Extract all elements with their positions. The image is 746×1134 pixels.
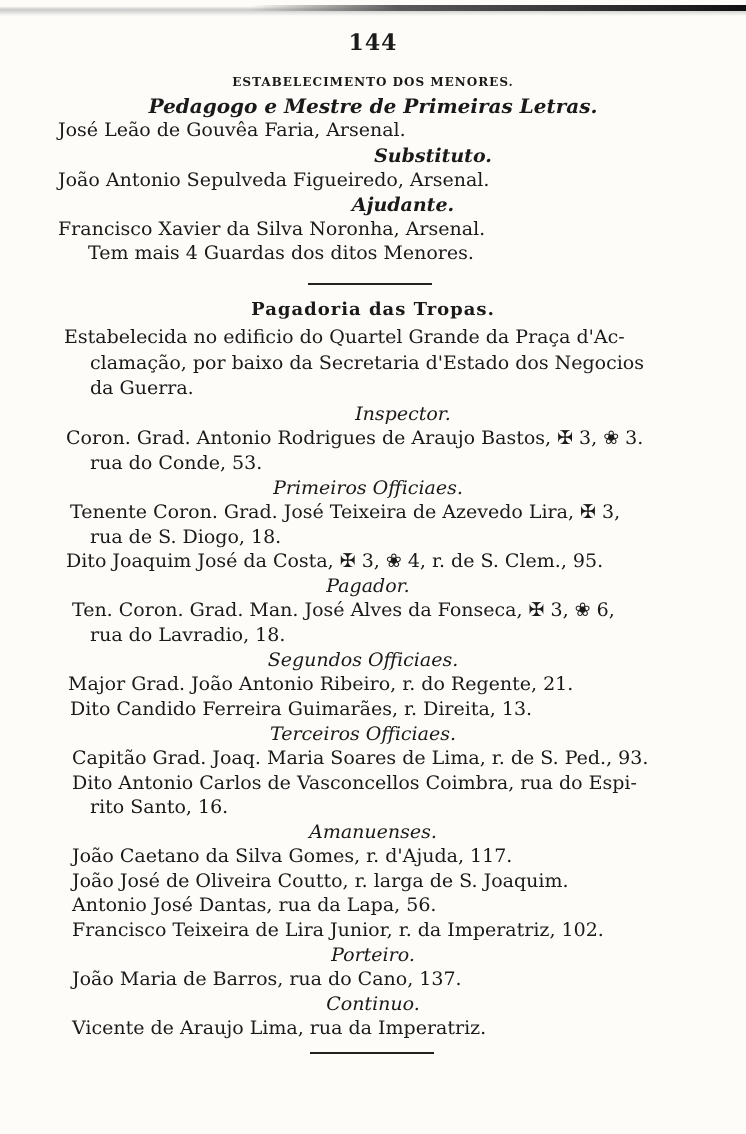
entry-line: Tenente Coron. Grad. José Teixeira de Azevedo Lira, ✠ 3, — [70, 501, 621, 523]
title-pagador: Pagador. — [326, 575, 410, 597]
title-substituto: Substituto. — [374, 145, 492, 167]
entry-line: João Antonio Sepulveda Figueiredo, Arsenal. — [58, 169, 490, 191]
entry-line: Major Grad. João Antonio Ribeiro, r. do Regente, 21. — [68, 673, 574, 695]
entry-line: Francisco Xavier da Silva Noronha, Arsenal. — [58, 218, 486, 240]
title-continuo: Continuo. — [326, 993, 420, 1015]
entry-line: João Maria de Barros, rua do Cano, 137. — [72, 968, 462, 990]
entry-line: Coron. Grad. Antonio Rodrigues de Araujo Bastos, ✠ 3, ❀ 3. — [66, 427, 644, 449]
entry-line: Tem mais 4 Guardas dos ditos Menores. — [88, 242, 474, 264]
title-ajudante: Ajudante. — [351, 194, 455, 216]
entry-line: rua do Lavradio, 18. — [90, 624, 286, 646]
title-terceiros: Terceiros Officiaes. — [270, 723, 456, 745]
entry-line: Capitão Grad. Joaq. Maria Soares de Lima, r. de S. Ped., 93. — [72, 747, 649, 769]
section-divider — [308, 283, 432, 285]
top-border-shade — [250, 5, 746, 11]
title-porteiro: Porteiro. — [331, 944, 415, 966]
page-number: 144 — [348, 30, 398, 56]
entry-line: Dito Candido Ferreira Guimarães, r. Direita, 13. — [70, 698, 533, 720]
entry-line: rito Santo, 16. — [90, 796, 229, 818]
title-inspector: Inspector. — [355, 403, 451, 425]
entry-line: João José de Oliveira Coutto, r. larga de S. Joaquim. — [72, 870, 569, 892]
section-divider — [310, 1052, 434, 1054]
intro-line: da Guerra. — [90, 377, 194, 399]
section-header-menores: ESTABELECIMENTO DOS MENORES. — [232, 75, 514, 89]
entry-line: rua do Conde, 53. — [90, 452, 263, 474]
entry-line: Vicente de Araujo Lima, rua da Imperatriz. — [72, 1017, 487, 1039]
entry-line: João Caetano da Silva Gomes, r. d'Ajuda, 117. — [72, 845, 513, 867]
entry-line: José Leão de Gouvêa Faria, Arsenal. — [58, 119, 406, 141]
title-amanuenses: Amanuenses. — [309, 821, 437, 843]
title-segundos: Segundos Officiaes. — [267, 649, 459, 671]
entry-line: Ten. Coron. Grad. Man. José Alves da Fonseca, ✠ 3, ❀ 6, — [72, 599, 615, 621]
title-primeiros: Primeiros Officiaes. — [273, 477, 463, 499]
entry-line: Francisco Teixeira de Lira Junior, r. da Imperatriz, 102. — [72, 919, 604, 941]
entry-line: Dito Joaquim José da Costa, ✠ 3, ❀ 4, r. de S. Clem., 95. — [66, 550, 604, 572]
entry-line: Dito Antonio Carlos de Vasconcellos Coimbra, rua do Espi- — [72, 772, 637, 794]
intro-line: Estabelecida no edificio do Quartel Grande da Praça d'Ac- — [64, 326, 625, 348]
title-pedagogo: Pedagogo e Mestre de Primeiras Letras. — [148, 94, 598, 118]
section-header-pagadoria: Pagadoria das Tropas. — [251, 299, 495, 320]
entry-line: Antonio José Dantas, rua da Lapa, 56. — [72, 894, 437, 916]
intro-line: clamação, por baixo da Secretaria d'Estado dos Negocios — [90, 352, 644, 374]
entry-line: rua de S. Diogo, 18. — [90, 526, 282, 548]
